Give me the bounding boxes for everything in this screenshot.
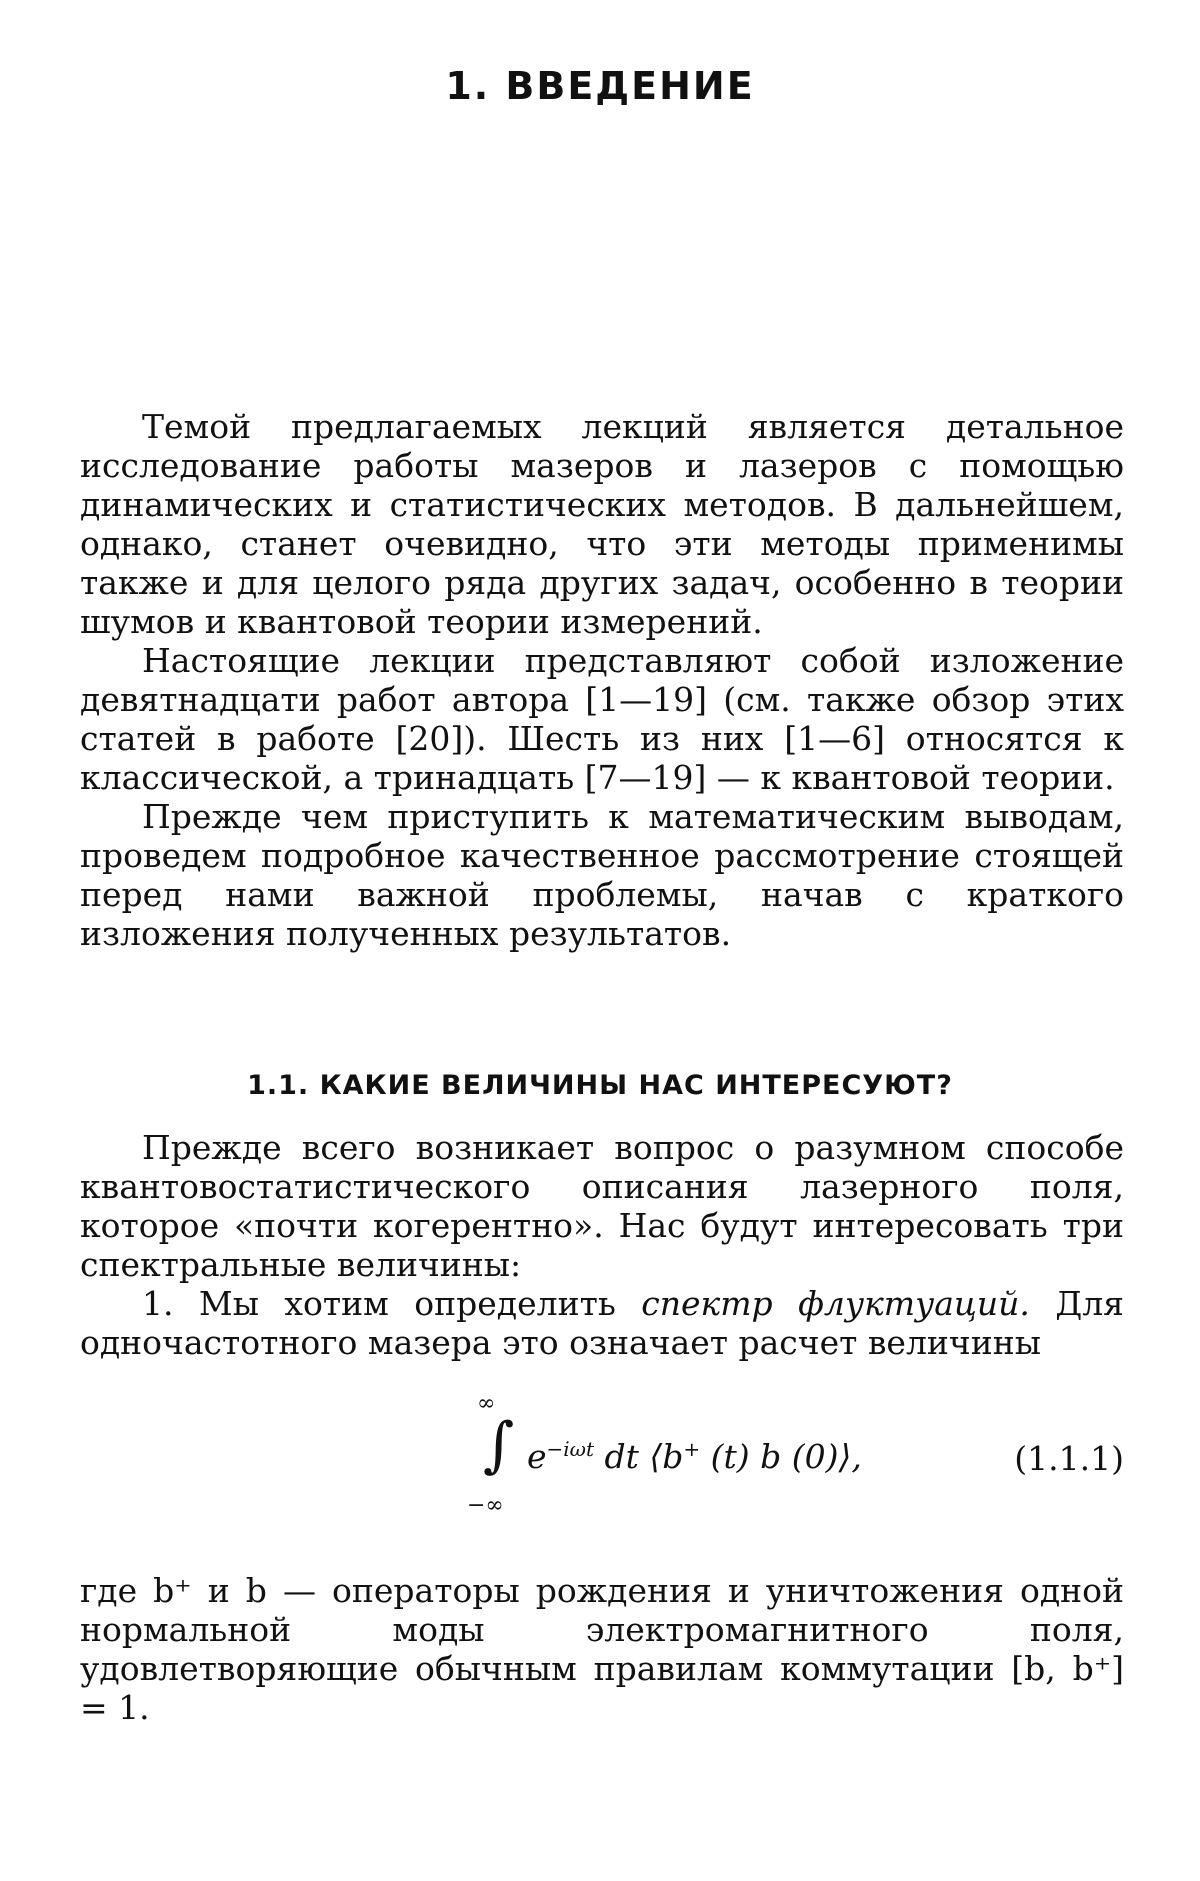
item-rest: Для одночастотного мазера это означает расчет величины — [80, 1284, 1124, 1362]
section-text — [80, 1128, 1124, 1362]
upper-limit: ∞ — [477, 1391, 496, 1416]
section-paragraph-1: Прежде всего возникает вопрос о разумном способе квантовостатистического описания лазерного поля, которое «почти когерентно». Нас будут интересовать три спектральные величины: — [80, 1128, 1124, 1284]
equation-number: (1.1.1) — [1014, 1439, 1124, 1478]
lower-limit: −∞ — [467, 1493, 504, 1518]
intro-text — [80, 407, 1124, 953]
equation-1-1-1 — [80, 1391, 1124, 1525]
intro-paragraph-1: Темой предлагаемых лекций является детальное исследование работы мазеров и лазеров с помощью динамических и статистических методов. В дальнейшем, однако, станет очевидно, что эти методы применимы также и для целого ряда других задач, особенно в теории шумов и квантовой теории измерений. — [80, 407, 1124, 641]
chapter-title: 1. ВВЕДЕНИЕ — [445, 64, 755, 108]
exponent: −iωt — [546, 1437, 595, 1461]
dagger-superscript: + — [683, 1437, 701, 1461]
integrand — [527, 1437, 862, 1476]
intro-paragraph-3: Прежде чем приступить к математическим выводам, проведем подробное качественное рассмотрение стоящей перед нами важной проблемы, начав с краткого изложения полученных результатов. — [80, 797, 1124, 953]
exp-base: e — [527, 1437, 547, 1476]
section-title: 1.1. КАКИЕ ВЕЛИЧИНЫ НАС ИНТЕРЕСУЮТ? — [247, 1070, 953, 1101]
intro-paragraph-2: Настоящие лекции представляют собой изложение девятнадцати работ автора [1—19] (см. также обзор этих статей в работе [20]). Шесть из них [1—6] относятся к классической, а тринадцать [7—19] — к квантовой теории. — [80, 641, 1124, 797]
item-lead: 1. Мы хотим определить — [142, 1284, 642, 1323]
after-equation-paragraph: где b⁺ и b — операторы рождения и уничтожения одной нормальной моды электромагнитного поля, удовлетворяющие обычным правилам коммутации [b, b⁺] = 1. — [80, 1571, 1124, 1727]
item-term: спектр флуктуаций. — [641, 1284, 1030, 1323]
integrand-body: dt ⟨b — [594, 1437, 684, 1476]
integral-sign: ∫ — [483, 1410, 515, 1480]
integrand-tail: (t) b (0)⟩, — [700, 1437, 862, 1476]
after-equation-text — [80, 1571, 1124, 1727]
section-list-item-1 — [80, 1284, 1124, 1362]
